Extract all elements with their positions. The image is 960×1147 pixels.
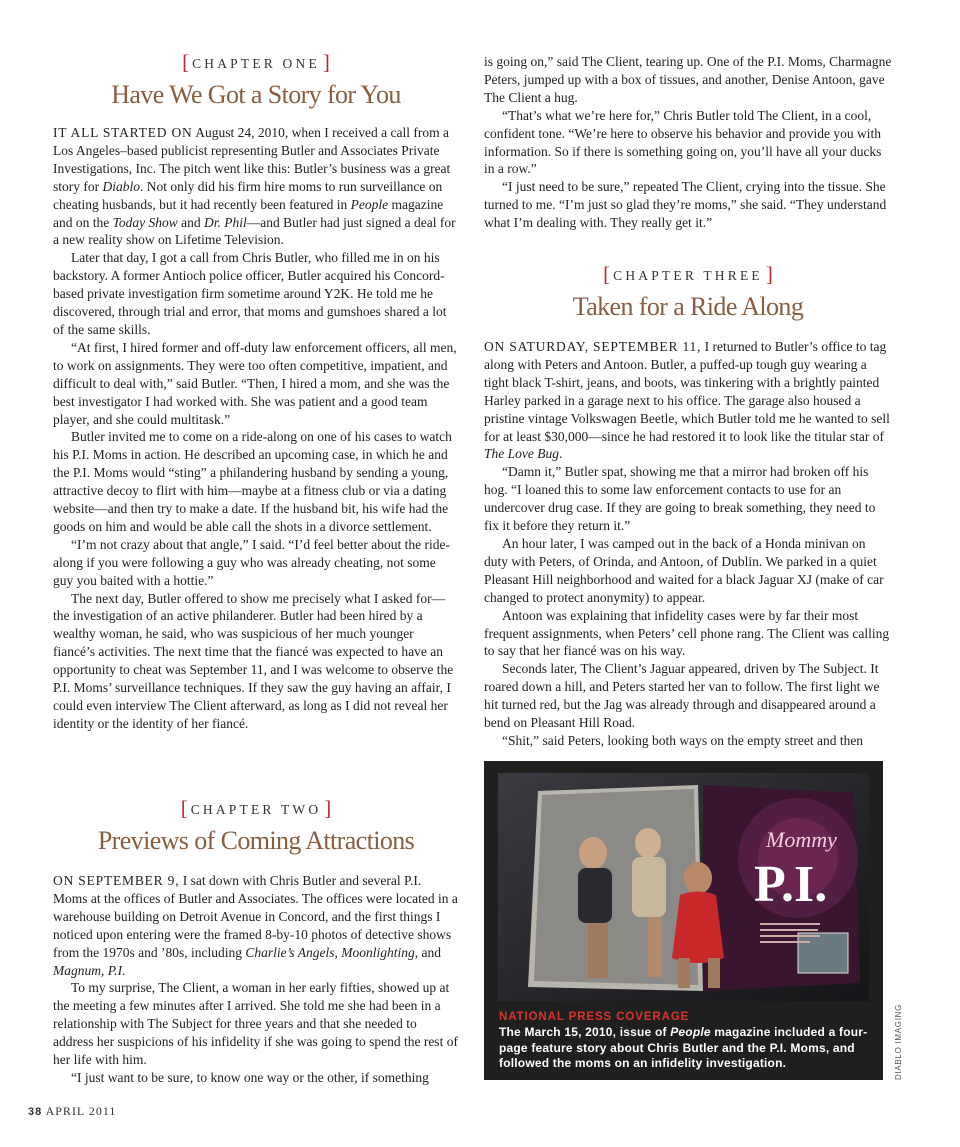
italic-text: Charlie’s Angels <box>245 944 335 960</box>
bracket-close: ] <box>324 796 332 820</box>
chapter-label-text: CHAPTER ONE <box>192 56 320 71</box>
text: magazine included a four-page feature story about Chris Butler and the P.I. Moms, and followed the moms on an infidelity investigation. <box>499 1025 868 1070</box>
text: . Not only did his firm hire moms to run surveillance on cheating husbands, but it had recently been featured in <box>53 178 443 212</box>
paragraph: Seconds later, The Client’s Jaguar appeared, driven by The Subject. It roared down a hill, and Peters started her van to follow. The first light we hit turned red, but the Jag was already through and disappeared around a bend on Pleasant Hill Road. <box>484 661 880 731</box>
italic-text: Moonlighting <box>341 944 415 960</box>
paragraph <box>484 338 892 463</box>
caption-kicker: NATIONAL PRESS COVERAGE <box>499 1011 690 1023</box>
paragraph: “I just need to be sure,” repeated The Client, crying into the tissue. She turned to me. “I’m just so glad they’re moms,” she said. “They understand what I’m dealing with. They really get it.” <box>484 179 887 231</box>
paragraph <box>53 124 459 249</box>
chapter-three-header <box>484 262 892 322</box>
text: , and <box>414 944 441 960</box>
text: I sat down with Chris Butler and several P.I. Moms at the offices of Butler and Associates. The offices were located in a warehouse building on Detroit Avenue in Concord, and the first things I noticed upon entering were the framed 8-by-10 photos of detective shows from the 1970s and ’80s, including <box>53 873 458 960</box>
italic-text: Dr. Phil <box>204 214 247 230</box>
chapter-two-header <box>53 796 459 856</box>
text: I returned to Butler’s office to tag along with Peters and Antoon. Butler, a puffed-up tough guy wearing a tight black T-shirt, jeans, and boots, was tinkering with a brightly painted Harley parked in a garage next to his office. The garage also housed a pristine vintage Volkswagen Beetle, which Butler told me he wanted to sell for at least $30,000—since he had restored it to look like the titular star of <box>484 339 890 444</box>
chapter-one-label <box>53 50 459 75</box>
text: August 24, 2010, when I received a call from a Los Angeles–based publicist representing Butler and Associates Private Investigations, Inc. The pitch went like this: Butler’s business was a great story for <box>53 125 451 194</box>
lead-in: IT ALL STARTED ON <box>53 125 193 140</box>
chapter-label-text: CHAPTER THREE <box>613 268 763 283</box>
text: —and Butler had just signed a deal for a new reality show on Lifetime Television. <box>53 214 456 248</box>
italic-text: Today Show <box>112 214 178 230</box>
paragraph <box>53 872 459 979</box>
paragraph: “Damn it,” Butler spat, showing me that a mirror had broken off his hog. “I loaned this to some law enforcement contacts to use for an undercover drug case. If they are going to break something, they need to fix it before they return it.” <box>484 464 876 534</box>
paragraph: To my surprise, The Client, a woman in her early fifties, showed up at the meeting a few minutes after I arrived. She told me she had been in a relationship with The Subject for three years and that she needed to address her suspicions of his infidelity if she was going to spend the rest of her life with him. <box>53 980 458 1068</box>
paragraph: “I’m not crazy about that angle,” I said. “I’d feel better about the ride-along if you were following a guy who was already cheating, not some guy you baited with a hottie.” <box>53 536 450 588</box>
chapter-two-label <box>53 796 459 821</box>
chapter-one-body <box>53 124 459 733</box>
paragraph: Later that day, I got a call from Chris Butler, who filled me in on his backstory. A former Antioch police officer, Butler acquired his Concord-based private investigation firm sometime around Y2K. He told me he discovered, through trial and error, that moms and gumshoes shared a lot of the same skills. <box>53 250 447 337</box>
italic-text: People <box>670 1025 711 1039</box>
paragraph: Antoon was explaining that infidelity cases were by far their most frequent assignments, when Peters’ cell phone rang. The Client was calling to say that her fiancé was on his way. <box>484 607 890 659</box>
chapter-two-title: Previews of Coming Attractions <box>97 826 415 855</box>
paragraph: is going on,” said The Client, tearing up. One of the P.I. Moms, Charmagne Peters, jumped up with a box of tissues, and another, Denise Antoon, gave The Client a hug. <box>484 54 892 105</box>
paragraph: “That’s what we’re here for,” Chris Butler told The Client, in a cool, confident tone. “We’re here to observe his behavior and provide you with information. So if there is something going on, you’ll have all your ducks in a row.” <box>484 107 882 177</box>
paragraph: “At first, I hired former and off-duty law enforcement officers, all men, to work on assignments. They were too often competitive, impatient, and difficult to deal with,” said Butler. “Then, I hired a mom, and she was the best investigator I had worked with. She was patient and a good team player, and she could multitask.” <box>53 339 457 427</box>
bracket-open: [ <box>180 796 188 820</box>
chapter-label-text: CHAPTER TWO <box>190 802 322 817</box>
lead-in: ON SATURDAY, SEPTEMBER 11, <box>484 339 702 354</box>
text: , <box>334 944 342 960</box>
italic-text: Magnum, P.I. <box>53 962 126 978</box>
bracket-close: ] <box>765 262 773 286</box>
paragraph: The next day, Butler offered to show me precisely what I asked for—the investigation of an active philanderer. Butler had been hired by a wealthy woman, he said, who was suspicious of her much younger fiancé’s activities. The next time that the fiancé was expected to have an opportunity to cheat was September 11, and I was welcome to observe the P.I. Moms’ surveillance techniques. If they saw the guy having an affair, I could even interview The Client afterward, as long as I did not reveal her identity or the identity of her fiancé. <box>53 590 454 731</box>
photo-credit <box>893 1003 905 1080</box>
chapter-two-body <box>53 872 459 1087</box>
italic-text: People <box>350 196 389 212</box>
chapter-three-label <box>484 262 892 287</box>
photo-credit-text: DIABLO IMAGING <box>894 1003 903 1080</box>
continued-text <box>484 53 892 232</box>
chapter-one-title: Have We Got a Story for You <box>111 80 401 109</box>
chapter-three-body <box>484 338 892 750</box>
text: magazine and on the <box>53 196 444 230</box>
caption-text <box>499 1025 871 1072</box>
magazine-spread-photo <box>498 773 869 1001</box>
issue-date: APRIL 2011 <box>45 1104 117 1118</box>
photo-caption-box <box>484 761 883 1080</box>
paragraph: “Shit,” said Peters, looking both ways on the empty street and then <box>502 732 864 748</box>
bracket-open: [ <box>182 50 190 74</box>
magazine-word: Mommy <box>766 827 837 852</box>
text: and <box>177 214 205 230</box>
paragraph: An hour later, I was camped out in the back of a Honda minivan on duty with Peters, of Orinda, and Antoon, of Dublin. We parked in a quiet Pleasant Hill neighborhood and waited for a black Jaguar XJ (make of car changed to protect anonymity) to appear. <box>484 535 884 605</box>
magazine-photo-illustration <box>498 773 869 1001</box>
bracket-close: ] <box>322 50 330 74</box>
paragraph: Butler invited me to come on a ride-along on one of his cases to watch his P.I. Moms in action. He described an upcoming case, in which he and the P.I. Moms would “sting” a philandering husband by sending a young, attractive decoy to flirt with him—maybe at a fitness club or via a dating website—and then try to make a date. If the husband bit, his wife had the goods on him and would be able call the shots in a divorce settlement. <box>53 429 452 534</box>
folio <box>28 1104 116 1119</box>
magazine-title: P.I. <box>754 856 828 913</box>
chapter-three-title: Taken for a Ride Along <box>572 292 804 321</box>
italic-text: The Love Bug <box>484 446 559 462</box>
italic-text: Diablo <box>102 178 141 194</box>
paragraph: “I just want to be sure, to know one way or the other, if something <box>71 1069 429 1085</box>
text: . <box>559 446 563 462</box>
lead-in: ON SEPTEMBER 9, <box>53 873 180 888</box>
text: The March 15, 2010, issue of <box>499 1025 671 1039</box>
page-number: 38 <box>28 1106 43 1118</box>
bracket-open: [ <box>603 262 611 286</box>
chapter-one-header <box>53 50 459 110</box>
